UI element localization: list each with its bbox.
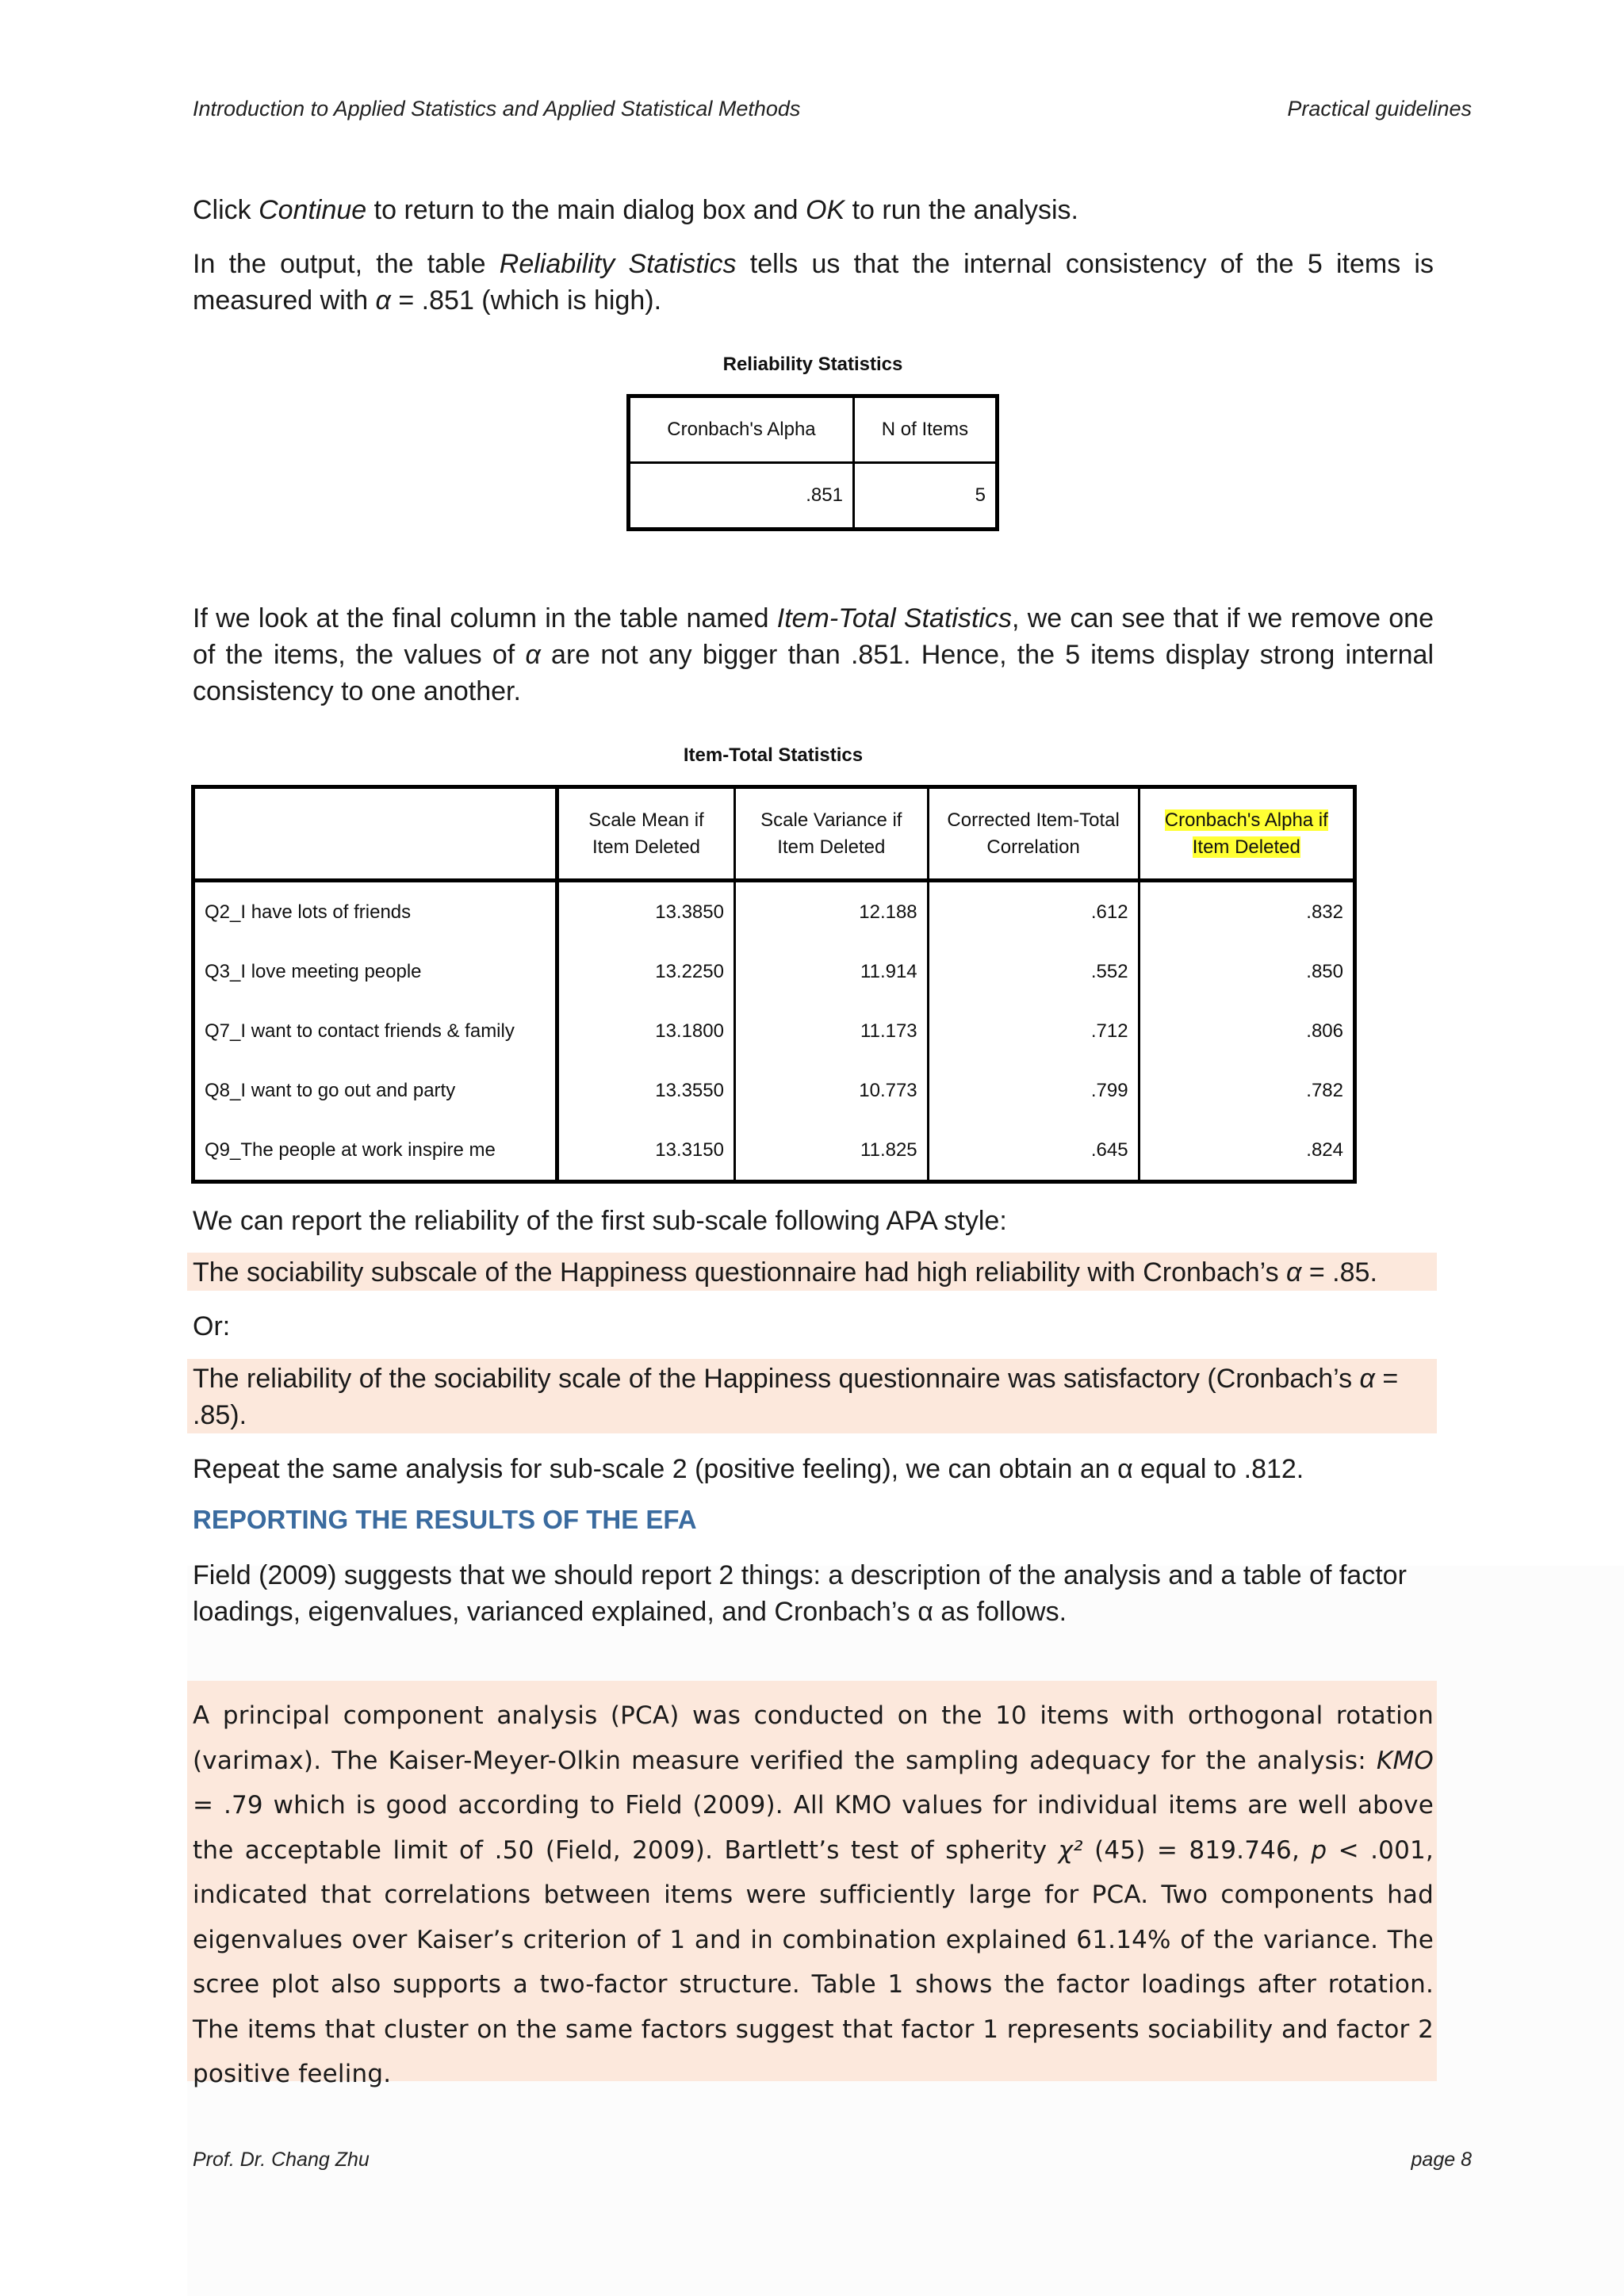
- empty-header-cell: [193, 787, 557, 881]
- p-symbol: p: [1311, 1835, 1327, 1865]
- alpha-symbol: α: [1286, 1257, 1302, 1288]
- table-cell: .850: [1139, 942, 1354, 1001]
- table-cell: .612: [928, 881, 1139, 943]
- table-cell: 10.773: [734, 1061, 928, 1120]
- column-header: Cronbach's Alpha: [629, 396, 854, 463]
- column-header: Corrected Item-Total Correlation: [928, 787, 1139, 881]
- section-heading: REPORTING THE RESULTS OF THE EFA: [193, 1505, 697, 1534]
- ok-term: OK: [806, 195, 845, 225]
- apa-example-2: [193, 1360, 1434, 1433]
- table-cell: 5: [853, 463, 997, 530]
- table-cell: 11.825: [734, 1120, 928, 1182]
- repeat-paragraph: Repeat the same analysis for sub-scale 2 (positive feeling), we can obtain an α equal to .812.: [193, 1454, 1304, 1484]
- item-total-statistics-table: [191, 785, 1357, 1184]
- efa-summary-paragraph: [193, 1693, 1434, 2097]
- alpha-symbol: α: [375, 285, 391, 316]
- table-cell: 12.188: [734, 881, 928, 943]
- table-cell: .832: [1139, 881, 1354, 943]
- text-run: The sociability subscale of the Happiness questionnaire had high reliability with Cronbach’s: [193, 1257, 1287, 1288]
- table-cell: .824: [1139, 1120, 1354, 1182]
- column-header: N of Items: [853, 396, 997, 463]
- intro-paragraph-1: [193, 192, 1434, 228]
- column-header: Scale Variance if Item Deleted: [734, 787, 928, 881]
- table-header-row: [193, 787, 1355, 881]
- report-lead: We can report the reliability of the first sub-scale following APA style:: [193, 1206, 1007, 1236]
- text-run: (45) = 819.746,: [1082, 1835, 1312, 1865]
- highlighted-header-text: Cronbach's Alpha if Item Deleted: [1164, 809, 1328, 858]
- table-cell: .851: [629, 463, 854, 530]
- table-header-row: [629, 396, 998, 463]
- footer-author: Prof. Dr. Chang Zhu: [193, 2149, 370, 2171]
- text-run: The reliability of the sociability scale of the Happiness questionnaire was satisfactory (Cronbach’s: [193, 1364, 1360, 1394]
- footer-page-number: page 8: [1411, 2149, 1472, 2171]
- table-row: [193, 1120, 1355, 1182]
- reliability-table-title: Reliability Statistics: [722, 354, 903, 375]
- or-label: Or:: [193, 1311, 231, 1341]
- running-header-section: Practical guidelines: [1287, 97, 1472, 121]
- item-total-statistics-term: Item-Total Statistics: [776, 603, 1012, 633]
- table-cell: .552: [928, 942, 1139, 1001]
- text-run: to return to the main dialog box and: [366, 195, 806, 225]
- table-cell: 11.914: [734, 942, 928, 1001]
- item-label: Q3_I love meeting people: [193, 942, 557, 1001]
- item-total-table-title: Item-Total Statistics: [683, 744, 864, 766]
- text-run: to run the analysis.: [845, 195, 1078, 225]
- table-row: [193, 881, 1355, 943]
- table-row: [193, 1061, 1355, 1120]
- text-run: A principal component analysis (PCA) was conducted on the 10 items with orthogonal rotation (varimax). The Kaiser-Meyer-Olkin measure verified the sampling adequacy for the analysis:: [193, 1701, 1434, 1775]
- text-run: = .851 (which is high).: [390, 285, 662, 316]
- middle-paragraph: [193, 600, 1434, 710]
- text-run: tells us that the internal consistency of the 5 items is measured with: [193, 249, 1434, 316]
- table-cell: 13.3150: [557, 1120, 735, 1182]
- text-run: = .85).: [193, 1364, 1399, 1430]
- alpha-symbol: α: [1359, 1364, 1375, 1394]
- table-cell: 13.1800: [557, 1001, 735, 1061]
- item-label: Q8_I want to go out and party: [193, 1061, 557, 1120]
- table-row: [193, 1001, 1355, 1061]
- reliability-statistics-table: [626, 394, 999, 531]
- text-run: < .001, indicated that correlations between items were sufficiently large for PCA. Two components had eigenvalues over Kaiser’s criterion of 1 and in combination explained 61.14% of the variance. The scree plot also supports a two-factor structure. Table 1 shows the factor loadings after rotation. The items that cluster on the same factors suggest that factor 1 represents sociability and factor 2 positive feeling.: [193, 1835, 1434, 2088]
- table-row: [629, 463, 998, 530]
- column-header-highlighted: [1139, 787, 1354, 881]
- column-header: Scale Mean if Item Deleted: [557, 787, 735, 881]
- text-run: Click: [193, 195, 259, 225]
- table-cell: .799: [928, 1061, 1139, 1120]
- table-cell: 11.173: [734, 1001, 928, 1061]
- item-label: Q7_I want to contact friends & family: [193, 1001, 557, 1061]
- running-header-title: Introduction to Applied Statistics and Applied Statistical Methods: [193, 97, 801, 121]
- table-cell: .712: [928, 1001, 1139, 1061]
- table-cell: .645: [928, 1120, 1139, 1182]
- intro-paragraph-2: [193, 246, 1434, 319]
- text-run: , we can see that if we remove one of the items, the values of: [193, 603, 1434, 670]
- continue-term: Continue: [259, 195, 367, 225]
- table-cell: 13.2250: [557, 942, 735, 1001]
- chi-square-symbol: χ²: [1058, 1835, 1083, 1865]
- alpha-symbol: α: [525, 640, 541, 670]
- item-label: Q2_I have lots of friends: [193, 881, 557, 943]
- text-run: If we look at the final column in the table named: [193, 603, 777, 633]
- text-run: = .79 which is good according to Field (2009). All KMO values for individual items are well above the acceptable limit of .50 (Field, 2009). Bartlett’s test of spherity: [193, 1791, 1434, 1865]
- kmo-term: KMO: [1376, 1746, 1434, 1775]
- table-cell: .806: [1139, 1001, 1354, 1061]
- reliability-statistics-term: Reliability Statistics: [499, 249, 737, 279]
- text-run: In the output, the table: [193, 249, 500, 279]
- text-run: = .85.: [1301, 1257, 1377, 1288]
- item-label: Q9_The people at work inspire me: [193, 1120, 557, 1182]
- table-cell: 13.3550: [557, 1061, 735, 1120]
- text-run: are not any bigger than .851. Hence, the 5 items display strong internal consistency to one another.: [193, 640, 1434, 706]
- field-paragraph: Field (2009) suggests that we should report 2 things: a description of the analysis and a table of factor loadings, eigenvalues, varianced explained, and Cronbach’s α as follows.: [193, 1560, 1407, 1627]
- table-cell: 13.3850: [557, 881, 735, 943]
- table-row: [193, 942, 1355, 1001]
- apa-example-1: [193, 1254, 1434, 1291]
- table-cell: .782: [1139, 1061, 1354, 1120]
